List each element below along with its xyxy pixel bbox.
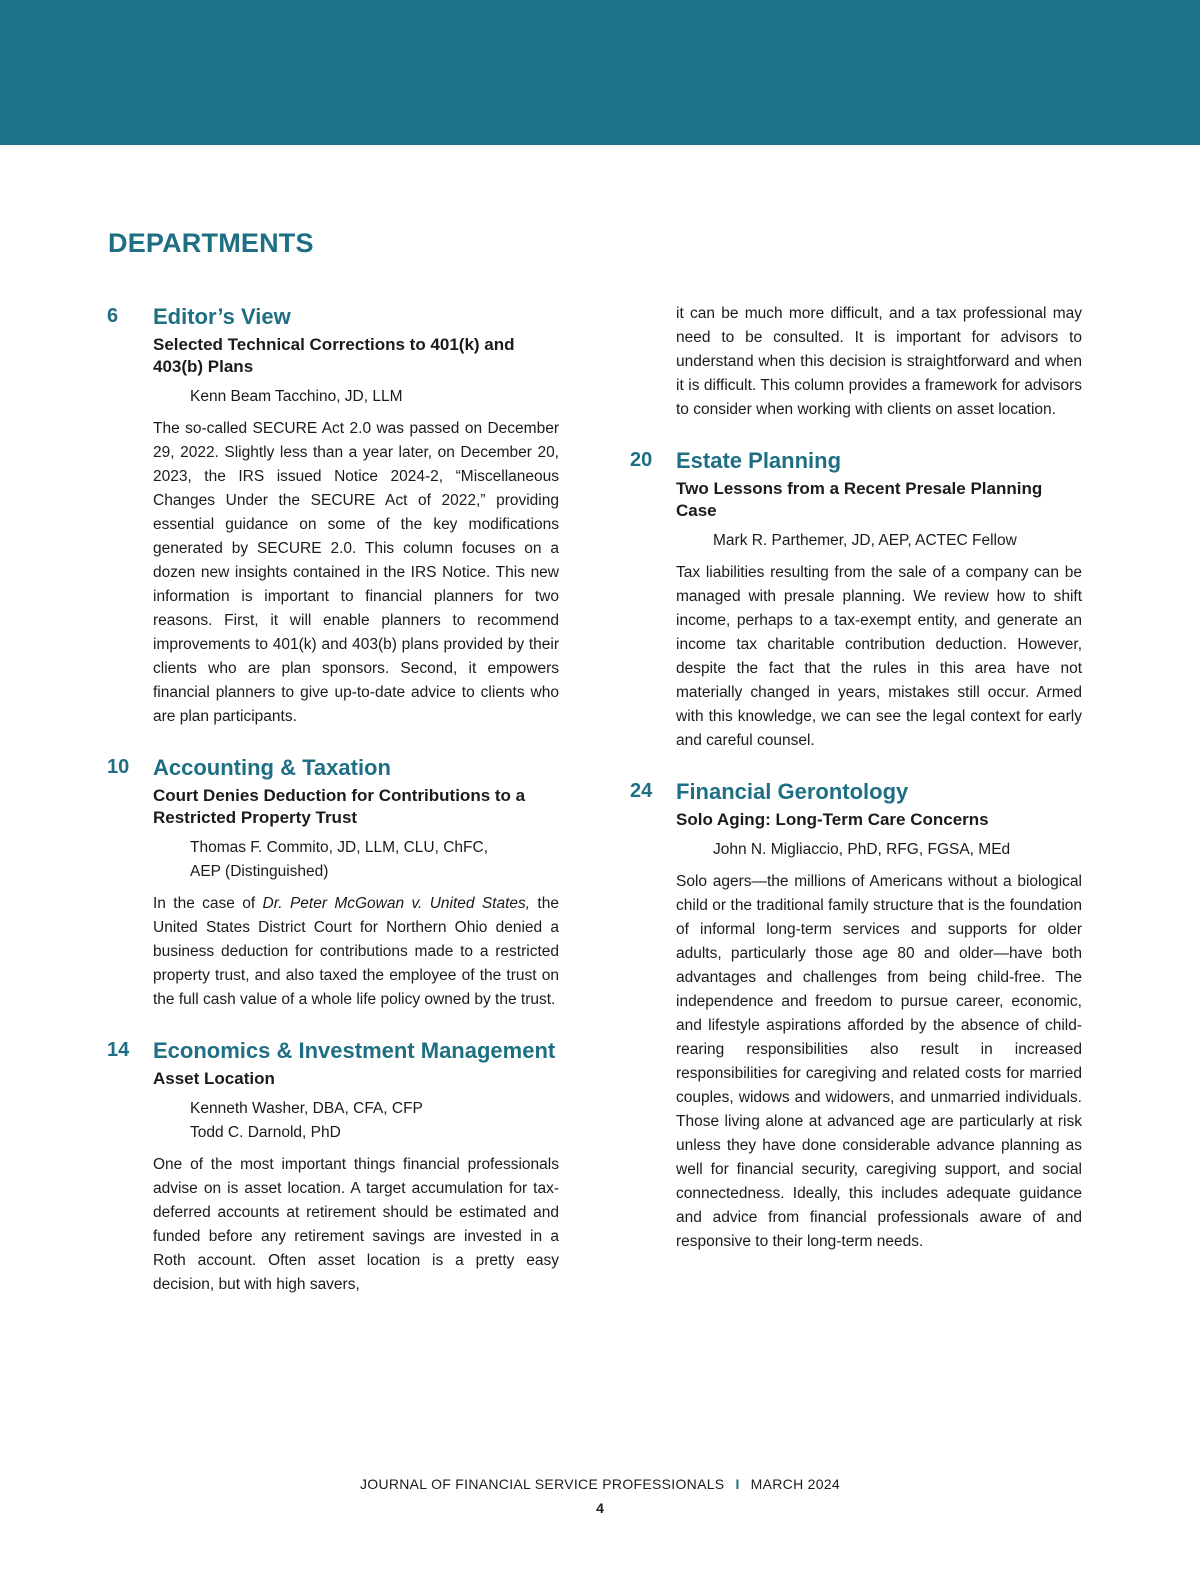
page-number-ref: 10 [107,756,130,778]
author-name: John N. Migliaccio, PhD, RFG, FGSA, MEd [713,841,1011,858]
article-summary [153,892,559,1012]
author-list [190,1097,559,1145]
page-number-ref: 24 [630,780,653,802]
journal-name: JOURNAL OF FINANCIAL SERVICE PROFESSIONALS [359,1476,725,1492]
page-number-ref: 20 [630,449,653,471]
article-summary: One of the most important things financial professionals advise on is asset location. A target accumulation for tax-deferred accounts at retirement should be estimated and funded before any retirement savings are invested in a Roth account. Often asset location is a pretty easy decision, but with high savers, [153,1156,559,1293]
section-heading[interactable]: Economics & Investment Management [153,1038,556,1063]
page-number-ref: 14 [107,1039,130,1061]
issue-date: MARCH 2024 [750,1476,841,1492]
section-heading[interactable]: Estate Planning [676,448,842,473]
department-entry [107,1036,559,1297]
left-column [107,302,559,1321]
section-heading[interactable]: Accounting & Taxation [153,755,391,780]
author-name: Mark R. Parthemer, JD, AEP, ACTEC Fellow [713,532,1017,549]
section-heading[interactable]: Financial Gerontology [676,779,909,804]
page-number-ref: 6 [107,305,119,327]
summary-text: the United States District Court for Northern Ohio denied a business deduction for contributions made to a restricted property trust, and also taxed the employee of the trust on the full cash value of a whole life policy owned by the trust. [153,895,559,1008]
right-column [630,302,1082,1278]
author-name: AEP (Distinguished) [190,863,329,880]
author-list [713,529,1082,553]
department-entry [107,753,559,1012]
footer-separator: I [735,1476,740,1492]
author-name: Kenn Beam Tacchino, JD, LLM [190,388,403,405]
author-name: Kenneth Washer, DBA, CFA, CFP [190,1100,423,1117]
author-list [190,836,559,884]
page-number: 4 [596,1500,604,1516]
author-list [190,385,559,409]
article-summary: The so-called SECURE Act 2.0 was passed on December 29, 2022. Slightly less than a year later, on December 20, 2023, the IRS issued Notice 2024-2, “Miscellaneous Changes Under the SECURE Act of 2022,” providing essential guidance on some of the key modifications generated by SECURE 2.0. This column focuses on a dozen new insights contained in the IRS Notice. This new information is important to financial planners for two reasons. First, it will enable planners to recommend improvements to 401(k) and 403(b) plans provided by their clients who are plan sponsors. Second, it empowers financial planners to give up-to-date advice to clients who are plan participants. [153,420,559,725]
article-title[interactable]: Asset Location [153,1069,275,1088]
article-title[interactable]: Solo Aging: Long-Term Care Concerns [676,810,989,829]
department-entry [630,446,1082,753]
case-name: Dr. Peter McGowan v. United States, [262,895,531,912]
author-name: Thomas F. Commito, JD, LLM, CLU, ChFC, [190,839,489,856]
page-footer [0,1476,1200,1492]
author-name: Todd C. Darnold, PhD [190,1124,341,1141]
summary-text: In the case of [153,895,263,912]
header-band [0,0,1200,145]
article-summary: Solo agers—the millions of Americans without a biological child or the traditional family structure that is the foundation of informal long-term services and supports for older adults, particularly those age 80 and older—have both advantages and challenges from being child-free. The independence and freedom to pursue career, economic, and lifestyle aspirations afforded by the absence of child-rearing responsibilities also result in increased responsibilities for caregiving and related costs for married couples, widows and widowers, and unmarried individuals. Those living alone at advanced age are particularly at risk unless they have done considerable advance planning as well for financial security, caregiving support, and social connectedness. Ideally, this includes adequate guidance and advice from financial professionals aware of and responsive to their long-term needs. [676,873,1082,1250]
article-title[interactable]: Selected Technical Corrections to 401(k) and 403(b) Plans [153,335,515,376]
department-entry [107,302,559,729]
article-summary: Tax liabilities resulting from the sale of a company can be managed with presale planning. We review how to shift income, perhaps to a tax-exempt entity, and generate an income tax charitable contribution deduction. However, despite the fact that the rules in this area have not materially changed in years, mistakes still occur. Armed with this knowledge, we can see the legal context for early and careful counsel. [676,564,1082,749]
author-list [713,838,1082,862]
article-title[interactable]: Court Denies Deduction for Contributions to a Restricted Property Trust [153,786,526,827]
section-heading[interactable]: Editor’s View [153,304,291,329]
article-title[interactable]: Two Lessons from a Recent Presale Planning Case [676,479,1043,520]
page-title: DEPARTMENTS [108,228,314,258]
department-entry [630,777,1082,1254]
article-summary-continued: it can be much more difficult, and a tax professional may need to be consulted. It is important for advisors to understand when this decision is straightforward and when it is difficult. This column provides a framework for advisors to consider when working with clients on asset location. [676,305,1082,418]
